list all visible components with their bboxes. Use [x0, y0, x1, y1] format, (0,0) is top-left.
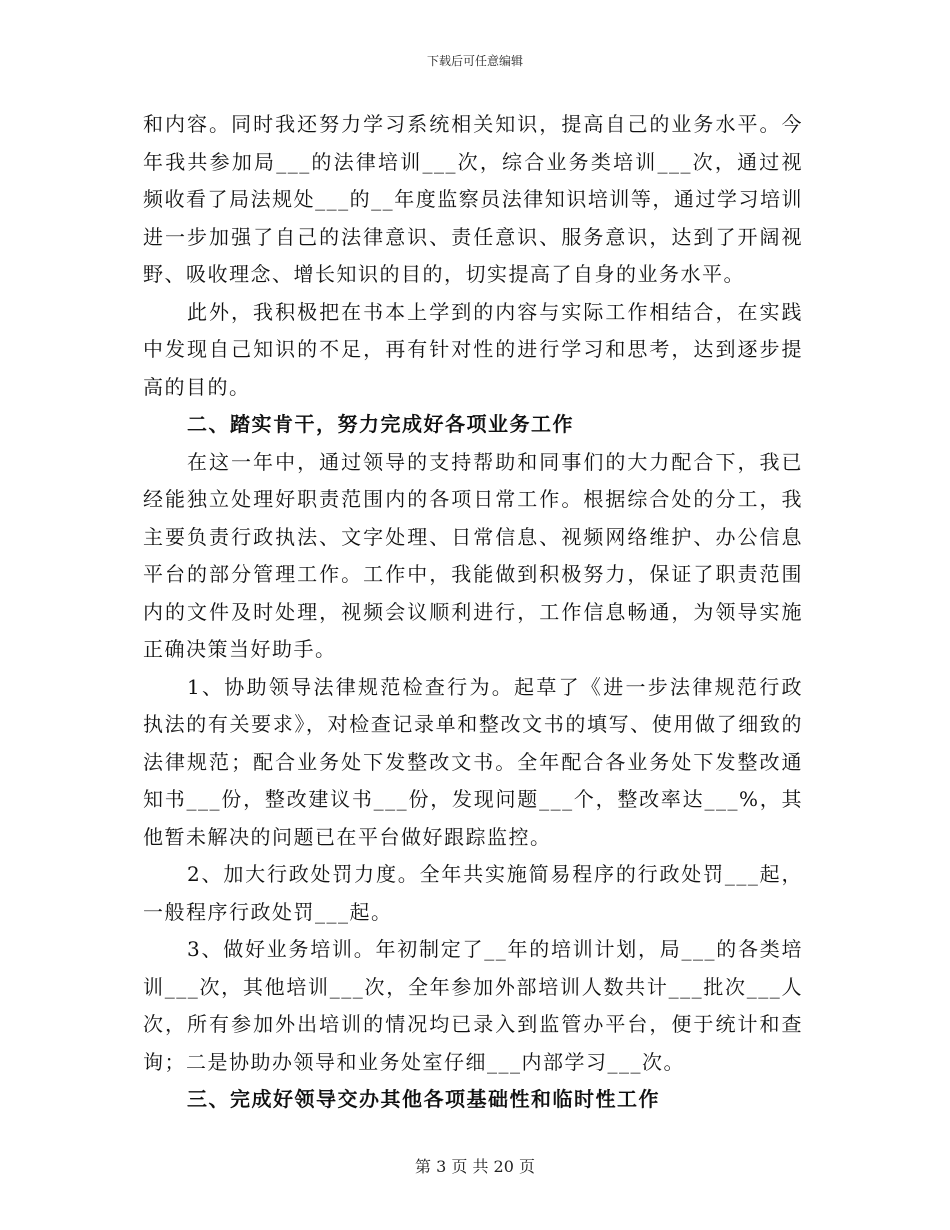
paragraph-daily-work: 在这一年中，通过领导的支持帮助和同事们的大力配合下，我已经能独立处理好职责范围内的各项日常工作。根据综合处的分工，我主要负责行政执法、文字处理、日常信息、视频网络维护、办公信息平台的部分管理工作。工作中，我能做到积极努力，保证了职责范围内的文件及时处理，视频会议顺利进行，工作信息畅通，为领导实施正确决策当好助手。 — [143, 449, 803, 661]
section-heading-2: 二、踏实肯干，努力完成好各项业务工作 — [187, 412, 574, 436]
paragraph-practice: 此外，我积极把在书本上学到的内容与实际工作相结合，在实践中发现自己知识的不足，再有针对性的进行学习和思考，达到逐步提高的目的。 — [143, 299, 803, 399]
paragraph-item-3: 3、做好业务培训。年初制定了__年的培训计划，局___的各类培训___次，其他培训___次，全年参加外部培训人数共计___批次___人次，所有参加外出培训的情况均已录入到监管办平台，便于统计和查询；二是协助办领导和业务处室仔细___内部学习___次。 — [143, 937, 803, 1074]
paragraph-item-1: 1、协助领导法律规范检查行为。起草了《进一步法律规范行政执法的有关要求》，对检查记录单和整改文书的填写、使用做了细致的法律规范；配合业务处下发整改文书。全年配合各业务处下发整改通知书___份，整改建议书___份，发现问题___个，整改率达___%，其他暂未解决的问题已在平台做好跟踪监控。 — [143, 674, 803, 849]
page-number: 第 3 页 共 20 页 — [415, 1157, 535, 1176]
document-body — [143, 106, 803, 1119]
paragraph-item-2: 2、加大行政处罚力度。全年共实施简易程序的行政处罚___起，一般程序行政处罚___起。 — [143, 862, 803, 924]
section-heading-3: 三、完成好领导交办其他各项基础性和临时性工作 — [187, 1087, 660, 1111]
paragraph-study-training: 和内容。同时我还努力学习系统相关知识，提高自己的业务水平。今年我共参加局___的法律培训___次，综合业务类培训___次，通过视频收看了局法规处___的__年度监察员法律知识培训等，通过学习培训进一步加强了自己的法律意识、责任意识、服务意识，达到了开阔视野、吸收理念、增长知识的目的，切实提高了自身的业务水平。 — [143, 112, 803, 286]
page-header: 下载后可任意编辑 — [426, 54, 523, 68]
